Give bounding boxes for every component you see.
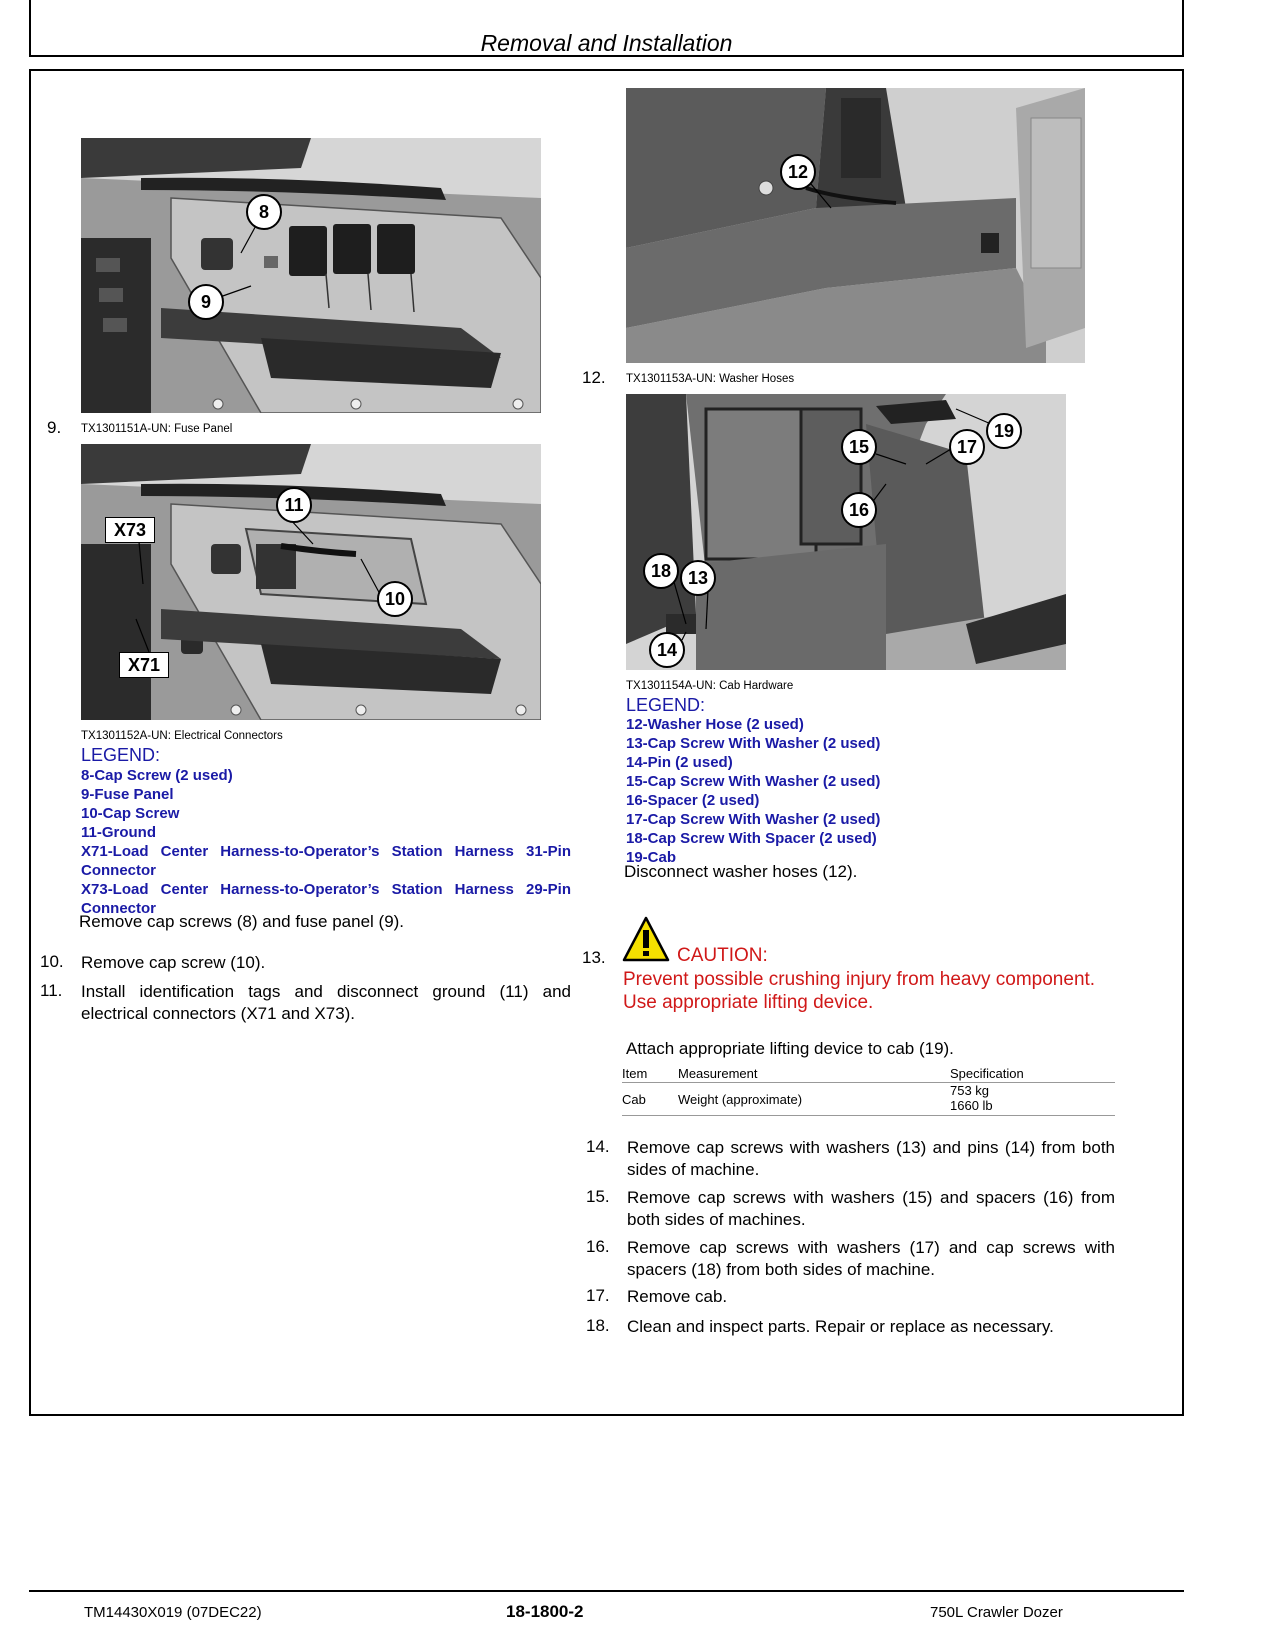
- figure-electrical-connectors: [81, 444, 541, 720]
- step-number-10: 10.: [40, 952, 64, 971]
- step-number-13: 13.: [582, 948, 606, 967]
- legend-heading-right: LEGEND:: [626, 695, 706, 715]
- callout-8: 8: [246, 194, 282, 230]
- step-14-text: Remove cap screws with washers (13) and pins (14) from both sides of machine.: [627, 1138, 1115, 1179]
- legend-item: 18-Cap Screw With Spacer (2 used): [626, 830, 877, 847]
- washer-hoses-illustration: [626, 88, 1085, 363]
- callout-16: 16: [841, 492, 877, 528]
- legend-list-left: [81, 766, 571, 918]
- legend-item: 12-Washer Hose (2 used): [626, 716, 804, 733]
- legend-item: X71-Load Center Harness-to-Operator’s Station Harness 31-Pin Connector: [81, 843, 571, 879]
- callout-15: 15: [841, 429, 877, 465]
- legend-item: 15-Cap Screw With Washer (2 used): [626, 773, 881, 790]
- legend-item: 17-Cap Screw With Washer (2 used): [626, 811, 881, 828]
- table-header: Item: [622, 1066, 648, 1081]
- step-number-16: 16.: [586, 1237, 610, 1256]
- step-17-text: Remove cab.: [627, 1287, 728, 1306]
- figure-caption-electrical-connectors: TX1301152A-UN: Electrical Connectors: [81, 730, 283, 742]
- step-number-14: 14.: [586, 1137, 610, 1156]
- footer-machine-name: 750L Crawler Dozer: [930, 1604, 1063, 1621]
- legend-item: 11-Ground: [81, 824, 157, 841]
- step-number-17: 17.: [586, 1286, 610, 1305]
- legend-item: 9-Fuse Panel: [81, 786, 174, 803]
- page-title: Removal and Installation: [480, 30, 733, 56]
- step-11-text: Install identification tags and disconnect ground (11) and electrical connectors (X71 and X73).: [81, 982, 571, 1023]
- step-number-12: 12.: [582, 368, 606, 387]
- label-x71: X71: [119, 652, 169, 678]
- electrical-connectors-illustration: [81, 444, 541, 720]
- caution-line-2: Use appropriate lifting device.: [623, 992, 874, 1013]
- step-13-text: Attach appropriate lifting device to cab (19).: [626, 1039, 954, 1058]
- legend-item: 14-Pin (2 used): [626, 754, 733, 771]
- step-9-text: Remove cap screws (8) and fuse panel (9).: [79, 912, 405, 931]
- legend-item: 16-Spacer (2 used): [626, 792, 760, 809]
- warning-triangle-icon: [622, 916, 670, 962]
- specification-table: [622, 1066, 1115, 1116]
- callout-12: 12: [780, 154, 816, 190]
- table-header: Measurement: [678, 1066, 758, 1081]
- legend-item: 13-Cap Screw With Washer (2 used): [626, 735, 881, 752]
- figure-fuse-panel: [81, 138, 541, 413]
- figure-caption-fuse-panel: TX1301151A-UN: Fuse Panel: [81, 423, 233, 435]
- callout-13: 13: [680, 560, 716, 596]
- callout-9: 9: [188, 284, 224, 320]
- footer-page-number: 18-1800-2: [506, 1602, 584, 1621]
- step-12-text: Disconnect washer hoses (12).: [624, 862, 858, 881]
- table-header: Specification: [950, 1066, 1024, 1081]
- table-cell: 753 kg: [950, 1083, 990, 1098]
- caution-line-1: Prevent possible crushing injury from heavy component.: [623, 969, 1096, 990]
- label-x73: X73: [105, 517, 155, 543]
- step-15-text: Remove cap screws with washers (15) and spacers (16) from both sides of machines.: [627, 1188, 1115, 1229]
- figure-cab-hardware: [626, 394, 1066, 670]
- callout-10: 10: [377, 581, 413, 617]
- step-16-text: Remove cap screws with washers (17) and cap screws with spacers (18) from both sides of machine.: [627, 1238, 1115, 1279]
- step-number-15: 15.: [586, 1187, 610, 1206]
- footer-rule: [29, 1590, 1184, 1592]
- legend-item: 10-Cap Screw: [81, 805, 180, 822]
- table-cell: 1660 lb: [950, 1098, 993, 1113]
- callout-18: 18: [643, 553, 679, 589]
- caution-label: CAUTION:: [677, 945, 768, 966]
- callout-11: 11: [276, 487, 312, 523]
- legend-list-right: [626, 715, 1116, 867]
- callout-14: 14: [649, 632, 685, 668]
- step-number-11: 11.: [40, 981, 63, 1000]
- legend-item: X73-Load Center Harness-to-Operator’s Station Harness 29-Pin Connector: [81, 881, 571, 917]
- fuse-panel-illustration: [81, 138, 541, 413]
- figure-washer-hoses: [626, 88, 1085, 363]
- step-10-text: Remove cap screw (10).: [81, 953, 266, 972]
- legend-item: 8-Cap Screw (2 used): [81, 767, 233, 784]
- figure-caption-washer-hoses: TX1301153A-UN: Washer Hoses: [626, 373, 795, 385]
- step-18-text: Clean and inspect parts. Repair or replace as necessary.: [627, 1317, 1054, 1336]
- figure-caption-cab-hardware: TX1301154A-UN: Cab Hardware: [626, 680, 794, 692]
- callout-17: 17: [949, 429, 985, 465]
- step-number-18: 18.: [586, 1316, 610, 1335]
- legend-item: 19-Cab: [626, 849, 677, 866]
- footer-doc-id: TM14430X019 (07DEC22): [84, 1604, 262, 1621]
- callout-19: 19: [986, 413, 1022, 449]
- table-cell: Weight (approximate): [678, 1092, 803, 1107]
- legend-heading-left: LEGEND:: [81, 745, 161, 765]
- table-cell: Cab: [622, 1092, 646, 1107]
- step-number-9: 9.: [47, 418, 62, 437]
